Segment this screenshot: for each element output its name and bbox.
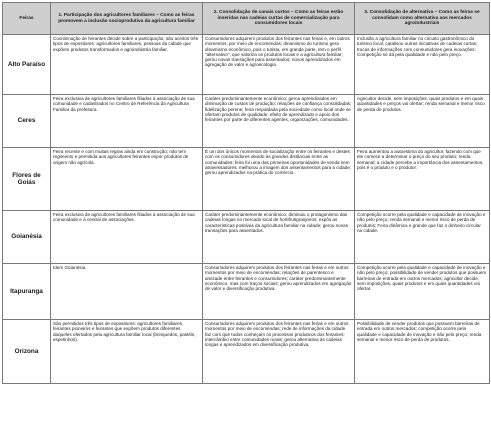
cell-canais-curtos: Consumidores adquirem produtos dos feirantes nas feiras e em outros momentos por meio de encomendas; relações de parentesco e amizade entre feirantes e consumidores; caráter predominantemente econômico, mas com traços sociais; gerou aprendizados em agregação de valor e diversificação produtiva. <box>203 264 355 320</box>
table-row <box>3 320 490 384</box>
header-participacao: 1. Participação dos agricultores familiares – Como as feiras promovem a inclusão socioprodutiva da agricultura familiar <box>51 3 203 35</box>
feira-name: Alto Paraíso <box>3 35 51 95</box>
cell-alternativa: Possibilidade de vender produtos que possuem barreiras de entrada em outros mercados; competição ocorre pela qualidade e capacidade de inovação e não pelo preço; renda semanal e menor risco de perda de produtos. <box>355 320 490 384</box>
cell-canais-curtos: Consumidores adquirem produtos dos feirantes nas feiras e, em outros momentos, por meio de encomendas; dinamismo do turismo gera dinamismo econômico, pois o turista, em grande parte, tem o perfil "alternativo", que valoriza os produtos locais e a agricultura familiar; gerou novas transações para assentados; novos aprendizados em agregação de valor e agroecologia. <box>203 35 355 95</box>
header-row <box>3 3 490 35</box>
feira-name: Orizona <box>3 320 51 384</box>
cell-participacao: Feira exclusiva de agricultores familiares filiados à associação de sua comunidade e à central de associações. <box>51 211 203 264</box>
feira-name: Itapuranga <box>3 264 51 320</box>
table-row <box>3 264 490 320</box>
cell-alternativa: Feira aumentou a autoestima do agricultor, fazendo com que ele comece a determinar o preço do seu produto; renda semanal; a cidade percebe a importância dos assentamentos, pois é o produto e o produtor. <box>355 148 490 211</box>
table-row <box>3 35 490 95</box>
cell-participacao: Coordenação de feirantes decide sobre a participação; são aceitos três tipos de expositores: agricultores familiares, pessoas da cidade que expõem produtos transformados e agroindústria familiar. <box>51 35 203 95</box>
header-feiras: Feiras <box>3 3 51 35</box>
table-body <box>3 35 490 384</box>
header-canais-curtos: 2. Consolidação de canais curtos – Como as feiras estão inseridas nas cadeias curtas de comercialização para consumidores locais <box>203 3 355 35</box>
cell-canais-curtos: Caráter predominantemente econômico; diminuiu o protagonismo das cadeias longas no mercado local de hortifrutigranjeiros; expôs as características positivas da agricultura familiar na cidade; gerou novas transações para assentados. <box>203 211 355 264</box>
table-row <box>3 95 490 148</box>
cell-canais-curtos: Consumidores adquirem produtos dos feirantes nas feiras e em outros momentos por meio de encomendas; rede de informações da cidade faz com que todos conheçam os processos produtivos dos feirantes; intercâmbio entre comunidades rurais; gerou alternativa às cadeias longas e aprendizados em diversificação produtiva. <box>203 320 355 384</box>
feira-name: Goianésia <box>3 211 51 264</box>
header-alternativa: 3. Consolidação de alternativa – Como as feiras se consolidam como alternativa aos mercados agroindustriais <box>355 3 490 35</box>
feira-name: Ceres <box>3 95 51 148</box>
cell-canais-curtos: É um dos únicos momentos de socialização entre os feirantes e destes com os consumidores devido às grandes distâncias entre as comunidades; feira foi uma das primeiras oportunidades de venda sem atravessadores; melhorou a imagem dos assentamentos para a cidade; gerou aprendizados na prática do comércio. <box>203 148 355 211</box>
cell-participacao: Idem Goianésia. <box>51 264 203 320</box>
table-row <box>3 148 490 211</box>
cell-participacao: Feira exclusiva de agricultores familiares filiados à associação de sua comunidade e cadastrados no Centro de Referência da Agricultura Familiar da prefeitura. <box>51 95 203 148</box>
cell-alternativa: Agricultor decide, sem imposições, quais produtos e em quais quantidades e preços vai ofertar; renda semanal e menor risco de perda de produtos. <box>355 95 490 148</box>
cell-alternativa: Competição ocorre pela qualidade e capacidade de inovação e não pelo preço; renda semanal e menor risco de perda de produtos; Feira dinâmica e grande que faz o dinheiro circular na cidade. <box>355 211 490 264</box>
cell-alternativa: Competição ocorre pela qualidade e capacidade de inovação e não pelo preço; possibilidade de vender produtos que possuem barreiras de entrada em outros mercados; agricultor decide, sem imposições, quais produtos e em quais quantidades vai ofertar. <box>355 264 490 320</box>
table-header <box>3 3 490 35</box>
cell-participacao: São permitidos três tipos de expositores: agricultores familiares, feirantes pioneiros e feirantes que expõem produtos diferentes daqueles ofertados pela agricultura familiar local (brinquedos, pastéis, espetinhos). <box>51 320 203 384</box>
table-row <box>3 211 490 264</box>
cell-participacao: Feira recente e com muitas regras ainda em construção; não tem regimento e permitida aos agricultores feirantes expor produtos de origem não agrícola. <box>51 148 203 211</box>
cell-canais-curtos: Caráter predominantemente econômico; gerou aprendizados em diminuição de custos de produção; relações de confiança consolidadas; fidelização perene; feira respaldada pela sociedade como local onde se ofertam produtos de qualidade; efeito de aprendizado e apoio dos feirantes por parte de diferentes agentes, organizações, comunidades. <box>203 95 355 148</box>
feira-name: Flores de Goiás <box>3 148 51 211</box>
feiras-table <box>2 2 490 384</box>
cell-alternativa: Inclusão a agricultura familiar no circuito gastronômico do turismo local; catalisou outras iniciativas de cadeias curtas; trocas de informações com consumidores gera inovações; Competição se dá pela qualidade e não pelo preço. <box>355 35 490 95</box>
